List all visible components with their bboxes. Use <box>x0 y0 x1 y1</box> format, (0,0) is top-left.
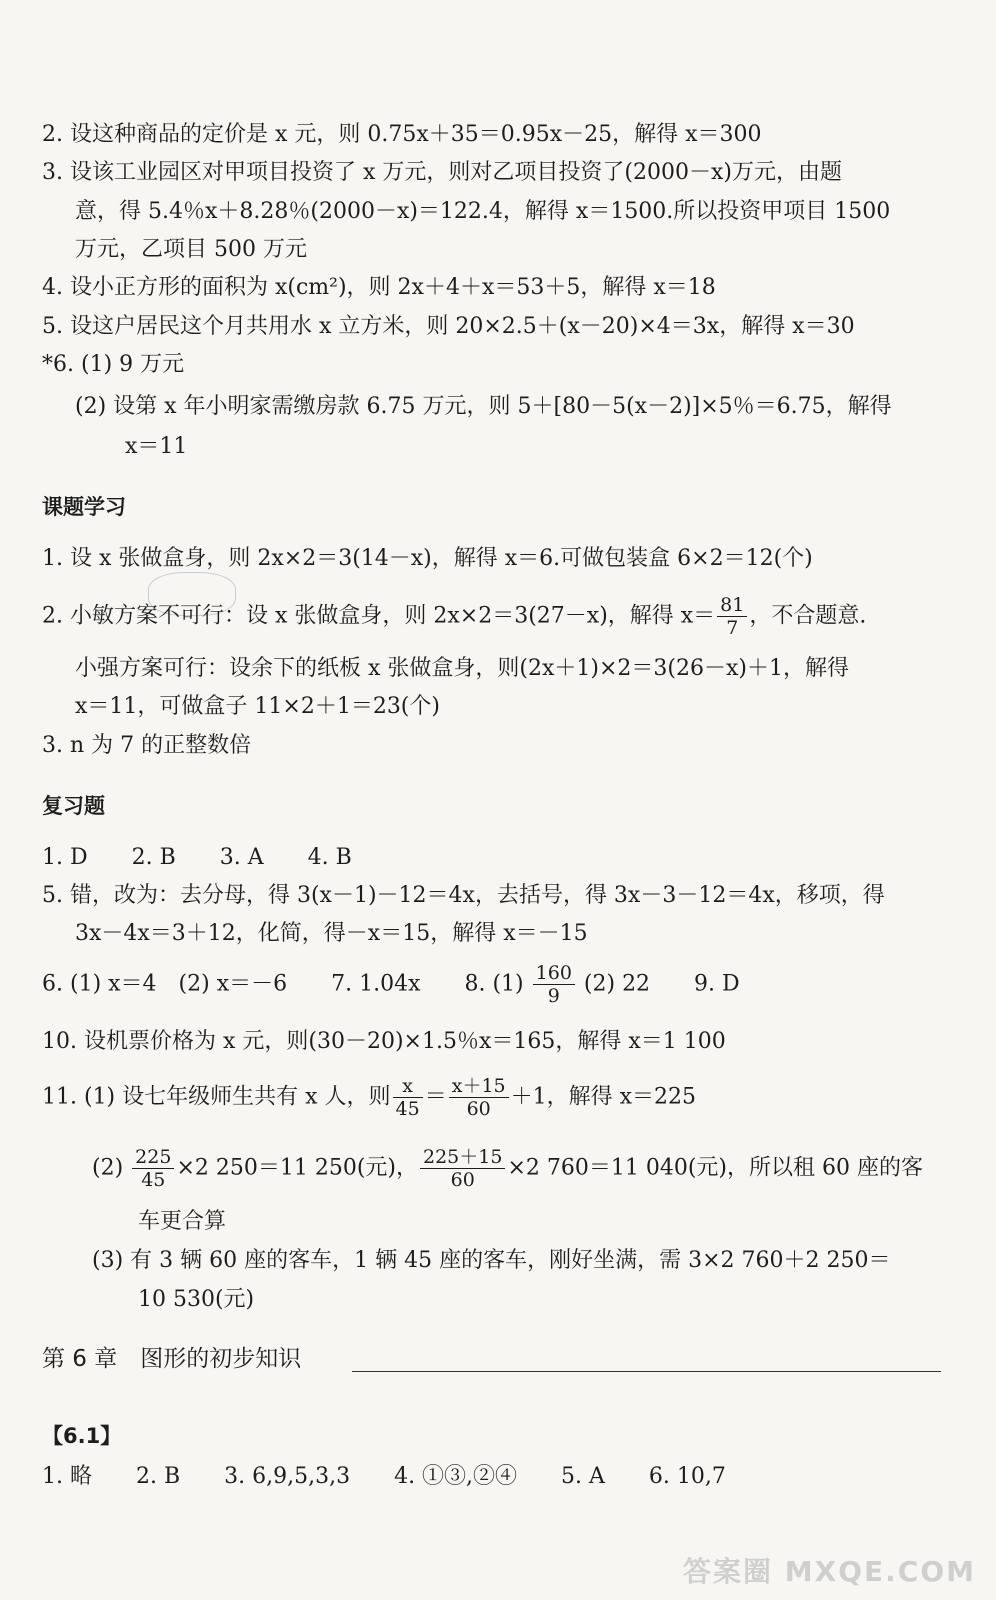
section-topic-heading: 课题学习 <box>42 495 126 519</box>
answer-line-2: 2. 设这种商品的定价是 x 元，则 0.75x＋35＝0.95x－25，解得 x＝300 <box>42 122 762 147</box>
answer-line-6a: *6. (1) 9 万元 <box>42 352 185 377</box>
section-6-1-heading: 【6.1】 <box>42 1424 122 1448</box>
topic-line-2 <box>42 594 866 639</box>
topic-line-2-text: 2. 小敏方案不可行：设 x 张做盒身，则 2x×2＝3(27－x)，解得 x＝ <box>42 603 716 629</box>
fraction-denominator: 7 <box>726 617 739 639</box>
chapter-rule <box>352 1371 941 1372</box>
answer-line-3c: 万元，乙项目 500 万元 <box>75 237 307 262</box>
review-line-11a <box>42 1075 696 1120</box>
answer-line-3a: 3. 设该工业园区对甲项目投资了 x 万元，则对乙项目投资了(2000－x)万元，由题 <box>42 160 842 185</box>
topic-line-2b: 小强方案可行：设余下的纸板 x 张做盒身，则(2x＋1)×2＝3(26－x)＋1，解得 <box>75 656 849 681</box>
topic-line-2-tail: ，不合题意. <box>749 603 867 629</box>
chapter-title: 第 6 章 图形的初步知识 <box>42 1346 302 1372</box>
fraction-denominator: 45 <box>395 1098 420 1120</box>
fraction-numerator: x <box>393 1075 423 1098</box>
fraction-225-45 <box>132 1146 174 1191</box>
answer-line-5: 5. 设这户居民这个月共用水 x 立方米，则 20×2.5＋(x－20)×4＝3x，解得 x＝30 <box>42 314 855 339</box>
topic-line-1: 1. 设 x 张做盒身，则 2x×2＝3(14－x)，解得 x＝6.可做包装盒 6×2＝12(个) <box>42 546 813 571</box>
review-line-11d: (3) 有 3 辆 60 座的客车，1 辆 45 座的客车，刚好坐满，需 3×2 760＋2 250＝ <box>92 1248 891 1273</box>
fraction-numerator: x＋15 <box>449 1075 509 1098</box>
fraction-numerator: 225＋15 <box>420 1146 505 1169</box>
review-line-11a-text: 11. (1) 设七年级师生共有 x 人，则 <box>42 1084 391 1110</box>
fraction-81-7 <box>717 594 747 639</box>
topic-line-2c: x＝11，可做盒子 11×2＋1＝23(个) <box>75 694 440 719</box>
review-line-11b-label: (2) <box>92 1155 124 1181</box>
review-line-11b <box>92 1146 923 1191</box>
answer-line-6b: (2) 设第 x 年小明家需缴房款 6.75 万元，则 5＋[80－5(x－2)]×5％＝6.75，解得 <box>75 394 892 419</box>
review-line-11a-eq: ＝ <box>424 1084 447 1110</box>
review-line-11b-mid: ×2 250＝11 250(元)， <box>176 1155 418 1181</box>
fraction-denominator: 9 <box>547 985 560 1007</box>
answer-line-6c: x＝11 <box>125 434 188 459</box>
review-line-6-tail: (2) 22 9. D <box>583 971 740 997</box>
fraction-x-45 <box>393 1075 423 1120</box>
review-line-1: 1. D 2. B 3. A 4. B <box>42 845 352 870</box>
fraction-denominator: 45 <box>141 1169 166 1191</box>
review-line-10: 10. 设机票价格为 x 元，则(30－20)×1.5％x＝165，解得 x＝1 100 <box>42 1029 726 1054</box>
chapter-heading <box>42 1342 941 1376</box>
fraction-numerator: 81 <box>717 594 747 617</box>
answer-line-4: 4. 设小正方形的面积为 x(cm²)，则 2x＋4＋x＝53＋5，解得 x＝18 <box>42 275 716 300</box>
section-6-1-line-1: 1. 略 2. B 3. 6,9,5,3,3 4. ①③,②④ 5. A 6. 10,7 <box>42 1464 726 1489</box>
review-line-11a-tail: ＋1，解得 x＝225 <box>510 1084 697 1110</box>
fraction-160-9 <box>533 962 575 1007</box>
review-line-11c: 车更合算 <box>138 1209 227 1234</box>
answer-line-3b: 意，得 5.4％x＋8.28％(2000－x)＝122.4，解得 x＝1500.所以投资甲项目 1500 <box>75 199 891 224</box>
section-review-heading: 复习题 <box>42 794 105 818</box>
review-line-11b-tail: ×2 760＝11 040(元)，所以租 60 座的客 <box>507 1155 923 1181</box>
topic-line-3: 3. n 为 7 的正整数倍 <box>42 733 252 758</box>
fraction-numerator: 225 <box>132 1146 174 1169</box>
review-line-5a: 5. 错，改为：去分母，得 3(x－1)－12＝4x，去括号，得 3x－3－12＝4x，移项，得 <box>42 883 885 908</box>
fraction-denominator: 60 <box>466 1098 491 1120</box>
review-line-5b: 3x－4x＝3＋12，化简，得－x＝15，解得 x＝－15 <box>75 921 588 946</box>
fraction-numerator: 160 <box>533 962 575 985</box>
review-line-6 <box>42 962 740 1007</box>
fraction-denominator: 60 <box>450 1169 475 1191</box>
review-line-6-text: 6. (1) x＝4 (2) x＝－6 7. 1.04x 8. (1) <box>42 971 524 997</box>
fraction-x15-60 <box>449 1075 509 1120</box>
site-watermark: 答案圈 MXQE.COM <box>683 1555 976 1588</box>
review-line-11e: 10 530(元) <box>138 1287 255 1312</box>
fraction-240-60 <box>420 1146 505 1191</box>
